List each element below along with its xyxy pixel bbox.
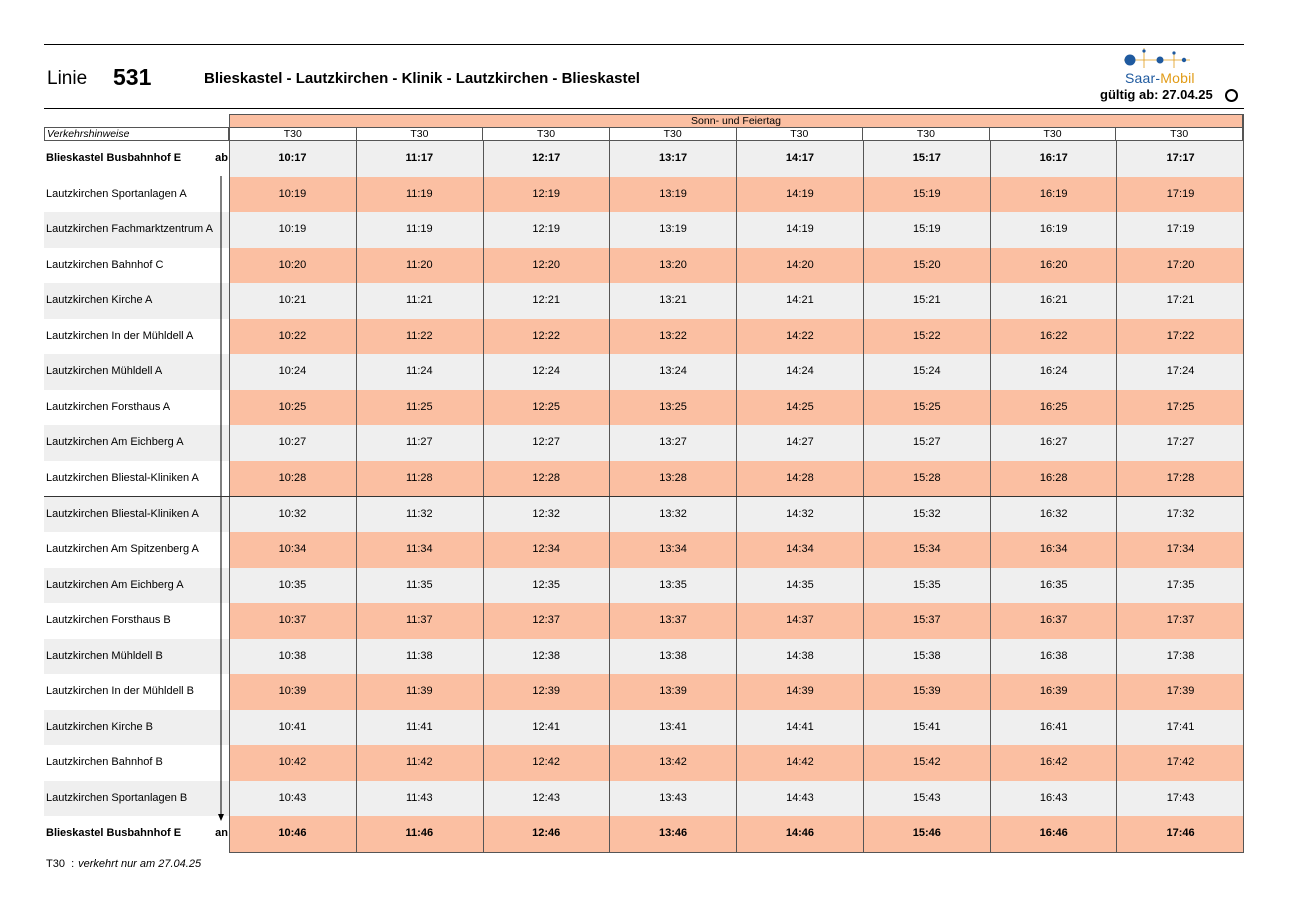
departure-time: 14:39 [786,685,814,698]
departure-time: 10:46 [278,827,307,840]
departure-time: 15:27 [913,436,941,449]
departure-time: 17:42 [1166,756,1195,769]
departure-time: 14:25 [786,400,814,413]
departure-time: 10:20 [278,258,307,271]
departure-time: 14:17 [785,152,814,164]
table-bottom-border [229,852,1244,853]
departure-time: 12:27 [532,436,560,449]
departure-time: 16:46 [1039,827,1068,840]
departure-time: 14:42 [786,756,814,769]
departure-time: 11:46 [405,827,434,840]
departure-time: 15:34 [913,543,941,556]
trip-code-cell: T30 [229,128,356,140]
departure-time: 14:43 [786,791,814,804]
departure-time: 17:34 [1166,543,1195,556]
departure-time: 15:21 [913,294,941,307]
departure-time: 16:25 [1039,400,1068,413]
departure-time: 16:38 [1039,649,1068,662]
timetable-row [44,141,1244,177]
departure-time: 10:22 [278,329,307,342]
departure-time: 11:39 [405,685,433,698]
departure-time: 11:41 [405,720,433,733]
departure-time: 13:22 [659,329,687,342]
departure-time: 12:17 [532,152,561,164]
departure-time: 11:17 [405,152,434,164]
departure-time: 14:41 [786,720,814,733]
departure-time: 10:38 [278,649,307,662]
stop-name: Lautzkirchen Kirche B [44,710,229,746]
stop-name: Lautzkirchen Kirche A [44,283,229,319]
departure-time: 16:22 [1039,329,1068,342]
stop-name: Lautzkirchen In der Mühldell A [46,329,194,342]
departure-time: 14:24 [786,365,814,378]
departure-time: 10:17 [278,152,307,164]
departure-time: 13:46 [658,827,688,840]
stop-name: Lautzkirchen Bahnhof B [46,756,163,769]
departure-time: 12:19 [532,187,560,200]
departure-time: 17:20 [1166,258,1195,271]
departure-time: 16:17 [1039,152,1068,164]
departure-time: 10:19 [278,187,307,200]
stop-name: Lautzkirchen In der Mühldell B [46,685,194,698]
departure-time: 14:22 [786,329,814,342]
departure-time: 15:41 [913,720,941,733]
departure-time: 13:19 [659,187,687,200]
departure-time: 10:27 [278,436,307,449]
departure-time: 16:19 [1039,187,1068,200]
departure-time: 17:17 [1166,152,1195,164]
departure-time: 14:34 [786,543,814,556]
stop-name: Lautzkirchen Mühldell A [44,354,229,390]
departure-time: 11:38 [405,649,433,662]
departure-time: 10:39 [278,685,307,698]
departure-time: 15:17 [912,152,941,164]
stop-name: Lautzkirchen Bliestal-Kliniken A [44,497,229,533]
departure-time: 11:34 [405,543,433,556]
stop-name: Lautzkirchen Sportanlagen A [46,187,187,200]
trip-code-cell: T30 [482,128,609,140]
departure-time: 11:43 [405,791,433,804]
departure-time: 13:25 [659,400,687,413]
departure-time: 12:21 [532,294,560,307]
departure-time: 16:34 [1039,543,1068,556]
route-direction-arrow-icon [216,176,226,822]
departure-time: 15:46 [912,827,941,840]
departure-time: 14:19 [786,223,814,236]
departure-time: 14:21 [786,294,814,307]
departure-time: 11:25 [405,400,433,413]
logo-text: Saar-Mobil [1125,70,1195,86]
departure-time: 15:20 [913,258,941,271]
footnote: T30 : verkehrt nur am 27.04.25 [46,858,202,870]
departure-time: 13:34 [659,543,687,556]
stop-name: Lautzkirchen Fachmarktzentrum A [44,212,229,248]
departure-time: 10:19 [278,223,307,236]
departure-time: 11:37 [405,614,433,627]
departure-time: 11:19 [405,223,433,236]
departure-time: 13:38 [659,649,687,662]
stop-name: Lautzkirchen Am Spitzenberg A [46,543,199,556]
departure-time: 17:46 [1166,827,1195,840]
departure-time: 12:32 [532,507,560,520]
departure-time: 12:42 [532,756,560,769]
traffic-notes-label: Verkehrshinweise [44,127,229,141]
departure-time: 11:21 [405,294,433,307]
departure-time: 17:39 [1166,685,1195,698]
day-type-header: Sonn- und Feiertag [229,114,1243,127]
circle-icon [1225,89,1238,102]
departure-time: 13:41 [659,720,687,733]
departure-time: 13:39 [659,685,687,698]
departure-time: 11:22 [405,329,433,342]
departure-time: 10:28 [278,471,307,484]
departure-time: 17:32 [1166,507,1195,520]
departure-time: 13:17 [658,152,688,164]
departure-time: 12:46 [532,827,561,840]
stop-name: Lautzkirchen Mühldell B [44,639,229,675]
trip-code-cell: T30 [356,128,483,140]
departure-time: 13:27 [659,436,687,449]
departure-time: 17:22 [1166,329,1195,342]
departure-time: 13:19 [659,223,687,236]
departure-time: 11:35 [405,578,433,591]
header-rule [44,108,1244,109]
departure-time: 15:19 [913,223,941,236]
arrival-departure-marker: an [215,827,228,840]
valid-from: gültig ab: 27.04.25 [1100,87,1213,102]
departure-time: 17:27 [1166,436,1195,449]
departure-time: 16:24 [1039,365,1068,378]
line-label: Linie [47,68,88,89]
departure-time: 11:28 [405,471,433,484]
departure-time: 17:43 [1166,791,1195,804]
departure-time: 12:20 [532,258,560,271]
trip-code-cell: T30 [609,128,736,140]
departure-time: 13:37 [659,614,687,627]
departure-time: 14:37 [786,614,814,627]
departure-time: 15:43 [913,791,941,804]
stop-name: Lautzkirchen Bahnhof C [46,258,164,271]
stop-name: Lautzkirchen Forsthaus B [46,614,171,627]
departure-time: 12:19 [532,223,560,236]
departure-time: 17:28 [1166,471,1195,484]
departure-time: 15:22 [913,329,941,342]
departure-time: 13:42 [659,756,687,769]
trip-code-cell: T30 [1115,128,1242,140]
departure-time: 17:38 [1166,649,1195,662]
departure-time: 17:19 [1166,187,1195,200]
departure-time: 17:35 [1166,578,1195,591]
table-right-border [1243,114,1244,852]
departure-time: 15:19 [913,187,941,200]
departure-time: 10:24 [278,365,307,378]
departure-time: 12:25 [532,400,560,413]
departure-time: 12:39 [532,685,560,698]
departure-time: 16:21 [1039,294,1068,307]
departure-time: 13:28 [659,471,687,484]
departure-time: 15:25 [913,400,941,413]
departure-time: 15:35 [913,578,941,591]
departure-time: 12:24 [532,365,560,378]
segment-divider [44,496,1244,497]
departure-time: 16:35 [1039,578,1068,591]
departure-time: 15:28 [913,471,941,484]
departure-time: 16:43 [1039,791,1068,804]
departure-time: 15:32 [913,507,941,520]
departure-time: 15:39 [913,685,941,698]
stop-name: Blieskastel Busbahnhof E ab [44,141,229,177]
departure-time: 12:35 [532,578,560,591]
departure-time: 10:35 [278,578,307,591]
departure-time: 15:42 [913,756,941,769]
departure-time: 10:34 [278,543,307,556]
departure-time: 16:27 [1039,436,1068,449]
departure-time: 12:34 [532,543,560,556]
trip-code-cell: T30 [862,128,989,140]
stop-name: Lautzkirchen Bliestal-Kliniken A [46,471,199,484]
departure-time: 10:37 [278,614,307,627]
departure-time: 14:38 [786,649,814,662]
departure-time: 10:21 [278,294,307,307]
departure-time: 13:24 [659,365,687,378]
departure-time: 12:43 [532,791,560,804]
departure-time: 17:19 [1166,223,1195,236]
departure-time: 14:19 [786,187,814,200]
route-title: Blieskastel - Lautzkirchen - Klinik - Lautzkirchen - Blieskastel [204,70,640,87]
departure-time: 15:24 [913,365,941,378]
trip-code-cell: T30 [736,128,863,140]
departure-time: 12:38 [532,649,560,662]
departure-time: 14:35 [786,578,814,591]
departure-time: 13:43 [659,791,687,804]
stop-name: Lautzkirchen Am Eichberg A [44,568,229,604]
departure-time: 16:37 [1039,614,1068,627]
departure-time: 14:32 [786,507,814,520]
departure-time: 14:28 [786,471,814,484]
trip-code-header [229,127,1243,141]
departure-time: 10:32 [278,507,307,520]
departure-time: 12:41 [532,720,560,733]
departure-time: 14:46 [785,827,814,840]
departure-time: 17:37 [1166,614,1195,627]
stop-name: Lautzkirchen Sportanlagen B [44,781,229,817]
departure-time: 11:19 [405,187,433,200]
departure-time: 11:27 [405,436,433,449]
stop-name: Blieskastel Busbahnhof E an [44,816,229,852]
top-rule [44,44,1244,45]
departure-time: 17:24 [1166,365,1195,378]
departure-time: 11:42 [405,756,433,769]
departure-time: 13:35 [659,578,687,591]
departure-time: 16:42 [1039,756,1068,769]
departure-time: 17:41 [1166,720,1195,733]
departure-time: 16:32 [1039,507,1068,520]
departure-time: 15:38 [913,649,941,662]
stop-name: Lautzkirchen Am Eichberg A [44,425,229,461]
arrival-departure-marker: ab [215,152,228,164]
departure-time: 11:20 [405,258,433,271]
departure-time: 17:21 [1166,294,1195,307]
departure-time: 10:42 [278,756,307,769]
departure-time: 17:25 [1166,400,1195,413]
trip-code-cell: T30 [989,128,1116,140]
departure-time: 14:20 [786,258,814,271]
departure-time: 16:20 [1039,258,1068,271]
departure-time: 12:28 [532,471,560,484]
departure-time: 10:43 [278,791,307,804]
departure-time: 13:32 [659,507,687,520]
departure-time: 11:24 [405,365,433,378]
departure-time: 10:25 [278,400,307,413]
departure-time: 16:41 [1039,720,1068,733]
departure-time: 15:37 [913,614,941,627]
line-number: 531 [113,64,152,90]
departure-time: 10:41 [278,720,307,733]
departure-time: 12:22 [532,329,560,342]
stop-name: Lautzkirchen Forsthaus A [46,400,171,413]
departure-time: 13:21 [659,294,687,307]
departure-time: 14:27 [786,436,814,449]
departure-time: 16:39 [1039,685,1068,698]
departure-time: 16:19 [1039,223,1068,236]
departure-time: 16:28 [1039,471,1068,484]
departure-time: 12:37 [532,614,560,627]
departure-time: 11:32 [405,507,433,520]
departure-time: 13:20 [659,258,687,271]
